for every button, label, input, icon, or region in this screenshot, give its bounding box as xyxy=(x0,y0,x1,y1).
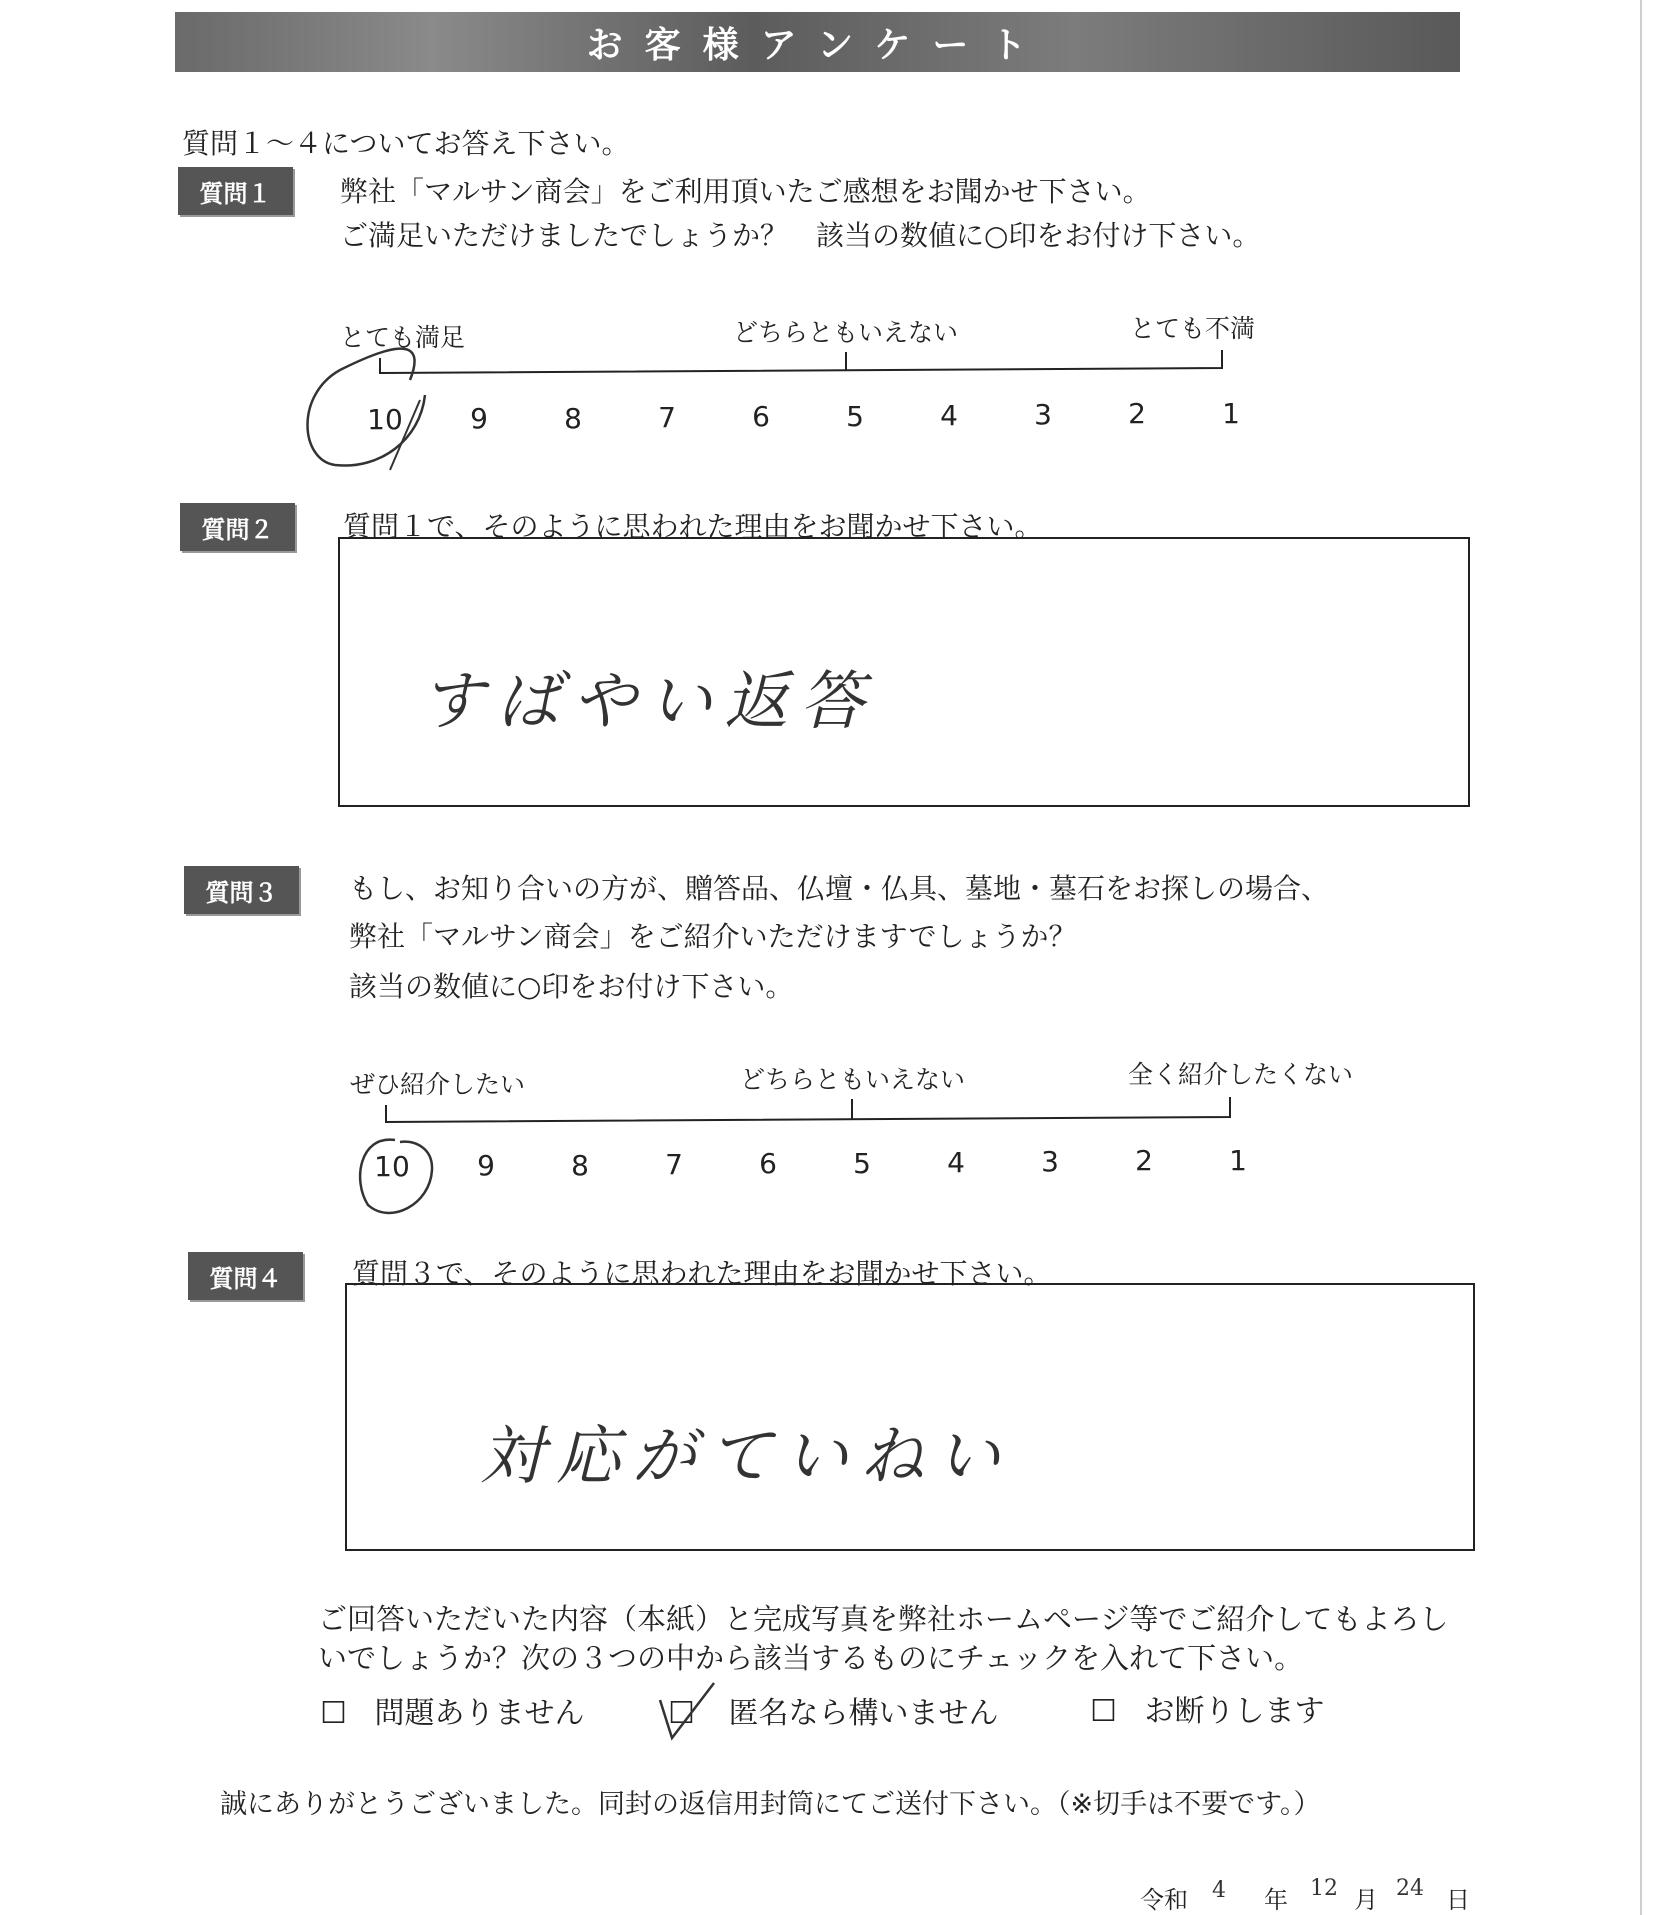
q3-line3: 該当の数値に○印をお付け下さい。 xyxy=(349,970,794,1003)
checkbox-empty-icon[interactable]: ☐ xyxy=(320,1696,347,1731)
q4-badge: 質問４ xyxy=(188,1252,303,1300)
checkbox-empty-icon[interactable]: ☐ xyxy=(1090,1694,1117,1729)
q4-answer: 対応がていねい xyxy=(480,1420,1012,1494)
scale-option-10[interactable]: 10 xyxy=(374,1150,410,1183)
scale-option-1[interactable]: 1 xyxy=(1229,1143,1247,1177)
scale-option-6[interactable]: 6 xyxy=(759,1147,777,1181)
intro-text: 質問１～４についてお答え下さい。 xyxy=(182,127,630,160)
option-label: お断りします xyxy=(1144,1694,1325,1729)
q1-label-right: とても不満 xyxy=(1130,314,1256,343)
q2-prompt: 質問１で、そのように思われた理由をお聞かせ下さい。 xyxy=(343,510,1043,543)
date-month-unit: 月 xyxy=(1354,1886,1378,1914)
scale-option-9[interactable]: 9 xyxy=(477,1149,495,1183)
survey-title: お客様アンケート xyxy=(175,12,1460,72)
q1-line2: ご満足いただけましたでしょうか？ 該当の数値に○印をお付け下さい。 xyxy=(340,219,1261,252)
date-day: 24 xyxy=(1396,1876,1424,1901)
q3-line1: もし、お知り合いの方が、贈答品、仏壇・仏具、墓地・墓石をお探しの場合、 xyxy=(349,872,1330,905)
option-label: 匿名なら構いません xyxy=(728,1696,999,1731)
date-month: 12 xyxy=(1310,1876,1338,1901)
q3-badge: 質問３ xyxy=(184,866,299,914)
q1-label-left: とても満足 xyxy=(340,323,466,352)
date-era: 令和 xyxy=(1140,1886,1188,1914)
date-year: 4 xyxy=(1212,1878,1226,1903)
date-line xyxy=(1140,1876,1480,1914)
q3-label-right: 全く紹介したくない xyxy=(1128,1060,1354,1089)
scale-option-3[interactable]: 3 xyxy=(1041,1145,1059,1179)
date-day-unit: 日 xyxy=(1446,1886,1470,1914)
checkbox-checked-icon[interactable]: ☐ xyxy=(668,1696,695,1731)
consent-option-decline[interactable] xyxy=(1090,1686,1324,1730)
q3-label-left: ぜひ紹介したい xyxy=(350,1070,526,1099)
scale-option-2[interactable]: 2 xyxy=(1135,1144,1153,1178)
option-label: 問題ありません xyxy=(374,1696,585,1731)
q1-label-mid: どちらともいえない xyxy=(733,318,959,347)
scale-option-5[interactable]: 5 xyxy=(846,399,864,433)
q3-line2: 弊社「マルサン商会」をご紹介いただけますでしょうか？ xyxy=(349,920,1077,953)
scale-option-10[interactable]: 10 xyxy=(367,403,403,436)
q2-answer: すばやい返答 xyxy=(420,665,876,739)
scale-option-4[interactable]: 4 xyxy=(940,398,958,432)
scale-option-8[interactable]: 8 xyxy=(571,1148,589,1182)
q1-line1: 弊社「マルサン商会」をご利用頂いたご感想をお聞かせ下さい。 xyxy=(340,175,1151,208)
scale-option-7[interactable]: 7 xyxy=(665,1147,683,1181)
scale-option-1[interactable]: 1 xyxy=(1222,396,1240,430)
thanks-text: 誠にありがとうございました。同封の返信用封筒にてご送付下さい。（※切手は不要です。） xyxy=(220,1789,1321,1820)
consent-line2: いでしょうか？次の３つの中から該当するものにチェックを入れて下さい。 xyxy=(318,1641,1304,1675)
scale-option-8[interactable]: 8 xyxy=(564,401,582,435)
q3-label-mid: どちらともいえない xyxy=(740,1065,966,1094)
scale-option-3[interactable]: 3 xyxy=(1034,398,1052,432)
date-year-unit: 年 xyxy=(1264,1886,1288,1914)
q1-badge: 質問１ xyxy=(178,167,293,215)
scale-option-6[interactable]: 6 xyxy=(752,400,770,434)
scale-option-9[interactable]: 9 xyxy=(470,402,488,436)
scale-option-7[interactable]: 7 xyxy=(658,400,676,434)
q4-prompt: 質問３で、そのように思われた理由をお聞かせ下さい。 xyxy=(352,1257,1052,1290)
scale-option-5[interactable]: 5 xyxy=(853,1146,871,1180)
q2-badge: 質問２ xyxy=(180,503,295,551)
scale-option-2[interactable]: 2 xyxy=(1128,397,1146,431)
scale-option-4[interactable]: 4 xyxy=(947,1145,965,1179)
consent-line1: ご回答いただいた内容（本紙）と完成写真を弊社ホームページ等でご紹介してもよろし xyxy=(318,1602,1449,1636)
